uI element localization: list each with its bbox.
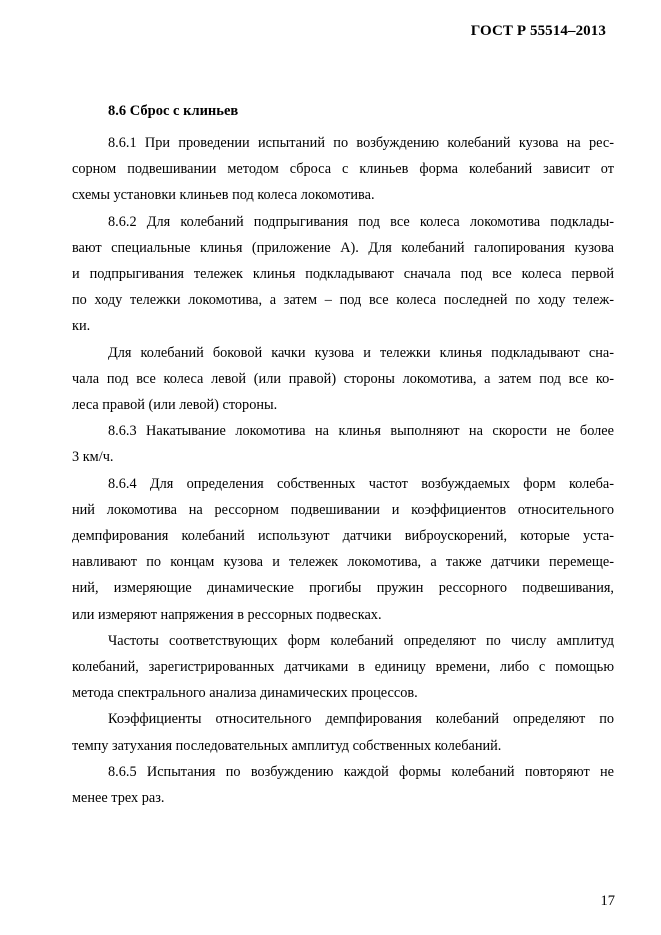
text-line: 3 км/ч. — [72, 449, 114, 466]
text-line: по ходу тележки локомотива, а затем – под все колеса последней по ходу тележ- — [72, 292, 614, 309]
text-line: ний, измеряющие динамические прогибы пружин рессорного подвешивания, — [72, 580, 614, 597]
section-title: 8.6 Сброс с клиньев — [108, 103, 239, 119]
text-line: 8.6.5 Испытания по возбуждению каждой формы колебаний повторяют не — [108, 763, 614, 780]
text-line: ний локомотива на рессорном подвешивании и коэффициентов относительного — [72, 501, 614, 518]
paragraph — [72, 706, 614, 758]
text-line: Коэффициенты относительного демпфирования колебаний определяют по — [108, 711, 614, 728]
text-line: 8.6.1 При проведении испытаний по возбуждению колебаний кузова на рес- — [108, 135, 614, 151]
text-line: вают специальные клинья (приложение А). Для колебаний галопирования кузова — [72, 239, 614, 256]
text-line: схемы установки клиньев под колеса локомотива. — [72, 187, 375, 204]
text-line: темпу затухания последовательных амплитуд собственных колебаний. — [72, 737, 502, 754]
text-line: метода спектрального анализа динамических процессов. — [72, 685, 418, 702]
text-line: чала под все колеса левой (или правой) стороны локомотива, а затем под все ко- — [72, 370, 614, 387]
text-line: Для колебаний боковой качки кузова и тележки клинья подкладывают сна- — [108, 344, 614, 361]
text-line: Частоты соответствующих форм колебаний определяют по числу амплитуд — [108, 632, 614, 649]
text-line: демпфирования колебаний используют датчики виброускорений, которые уста- — [72, 528, 614, 545]
text-line: леса правой (или левой) стороны. — [72, 397, 278, 414]
text-line: 8.6.2 Для колебаний подпрыгивания под все колеса локомотива подклады- — [108, 213, 614, 230]
text-line: менее трех раз. — [72, 790, 165, 807]
standard-header: ГОСТ Р 55514–2013 — [470, 23, 606, 39]
page-number: 17 — [600, 893, 615, 909]
text-line: 8.6.4 Для определения собственных частот возбуждаемых форм колеба- — [108, 475, 614, 492]
text-line: и подпрыгивания тележек клинья подкладывают сначала под все колеса первой — [72, 266, 614, 283]
text-line: сорном подвешивании методом сброса с клиньев форма колебаний зависит от — [72, 161, 614, 178]
text-line: навливают по концам кузова и тележек локомотива, а также датчики перемеще- — [72, 554, 614, 571]
paragraph — [72, 418, 614, 470]
paragraph — [72, 209, 614, 340]
paragraph — [72, 130, 614, 209]
body-text — [72, 130, 614, 811]
paragraph — [72, 471, 614, 628]
paragraph — [72, 759, 614, 811]
text-line: 8.6.3 Накатывание локомотива на клинья выполняют на скорости не более — [108, 423, 614, 440]
text-line: колебаний, зарегистрированных датчиками в единицу времени, либо с помощью — [72, 659, 614, 676]
text-line: ки. — [72, 318, 91, 335]
text-line: или измеряют напряжения в рессорных подвесках. — [72, 606, 382, 623]
paragraph — [72, 340, 614, 419]
paragraph — [72, 628, 614, 707]
